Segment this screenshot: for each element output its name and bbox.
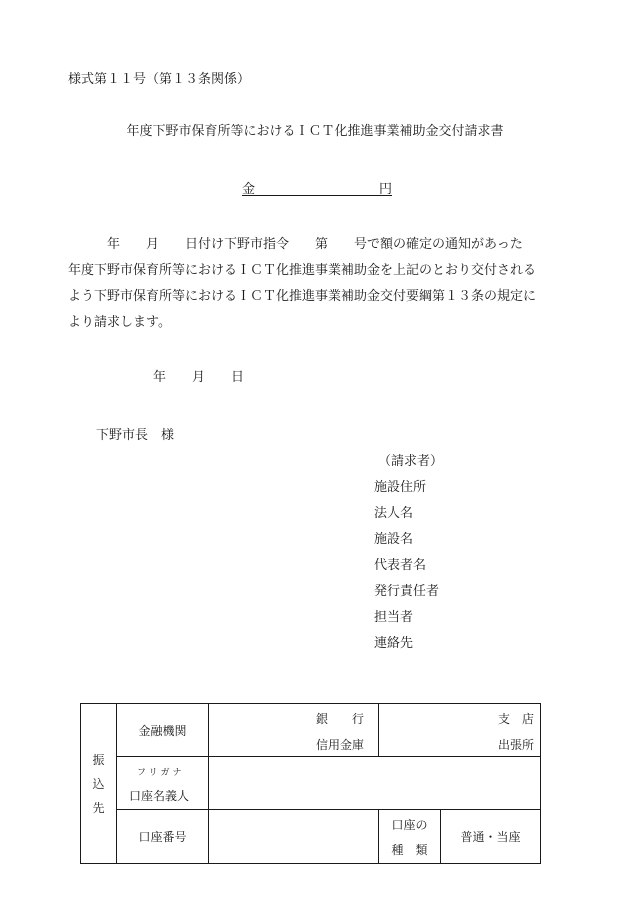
date-line: 年 月 日: [153, 370, 245, 385]
account-type-label: 口座の 種 類: [379, 810, 441, 864]
requester-block: [374, 450, 494, 650]
transfer-destination-label: 振 込 先: [81, 704, 117, 864]
account-number-input[interactable]: [209, 810, 379, 864]
account-number-label: 口座番号: [117, 810, 209, 864]
requester-field-facility: 施設名: [374, 532, 414, 547]
form-number: 様式第１１号（第１３条関係）: [68, 72, 251, 87]
branch-name-cell[interactable]: 支 店 出張所: [379, 704, 541, 757]
requester-field-contact: 連絡先: [374, 636, 414, 651]
body-line: より請求します。: [68, 315, 171, 330]
financial-institution-label: 金融機関: [117, 704, 209, 757]
request-body: [68, 232, 568, 336]
account-holder-input[interactable]: [209, 757, 541, 810]
requester-field-contact-person: 担当者: [374, 610, 414, 625]
document-title: 年度下野市保育所等におけるＩＣＴ化推進事業補助金交付請求書: [126, 124, 504, 139]
requester-field-representative: 代表者名: [374, 558, 427, 573]
body-line: 年度下野市保育所等におけるＩＣＴ化推進事業補助金を上記のとおり交付される: [68, 263, 537, 278]
body-line: 年 月 日付け下野市指令 第 号で額の確定の通知があった: [68, 237, 523, 252]
requester-field-address: 施設住所: [374, 480, 427, 495]
amount-suffix: 円: [378, 182, 392, 197]
amount-line: [242, 178, 392, 196]
account-holder-label: フリガナ 口座名義人: [117, 757, 209, 810]
requester-heading: （請求者）: [378, 454, 444, 469]
body-line: よう下野市保育所等におけるＩＣＴ化推進事業補助金交付要綱第１３条の規定に: [68, 289, 537, 304]
requester-field-issuer: 発行責任者: [374, 584, 440, 599]
requester-field-corporation: 法人名: [374, 506, 414, 521]
bank-name-cell[interactable]: 銀 行 信用金庫: [209, 704, 379, 757]
addressee: 下野市長 様: [96, 428, 175, 443]
bank-transfer-table: [80, 703, 541, 861]
amount-prefix: 金: [242, 182, 256, 197]
account-type-value[interactable]: 普通・当座: [441, 810, 541, 864]
